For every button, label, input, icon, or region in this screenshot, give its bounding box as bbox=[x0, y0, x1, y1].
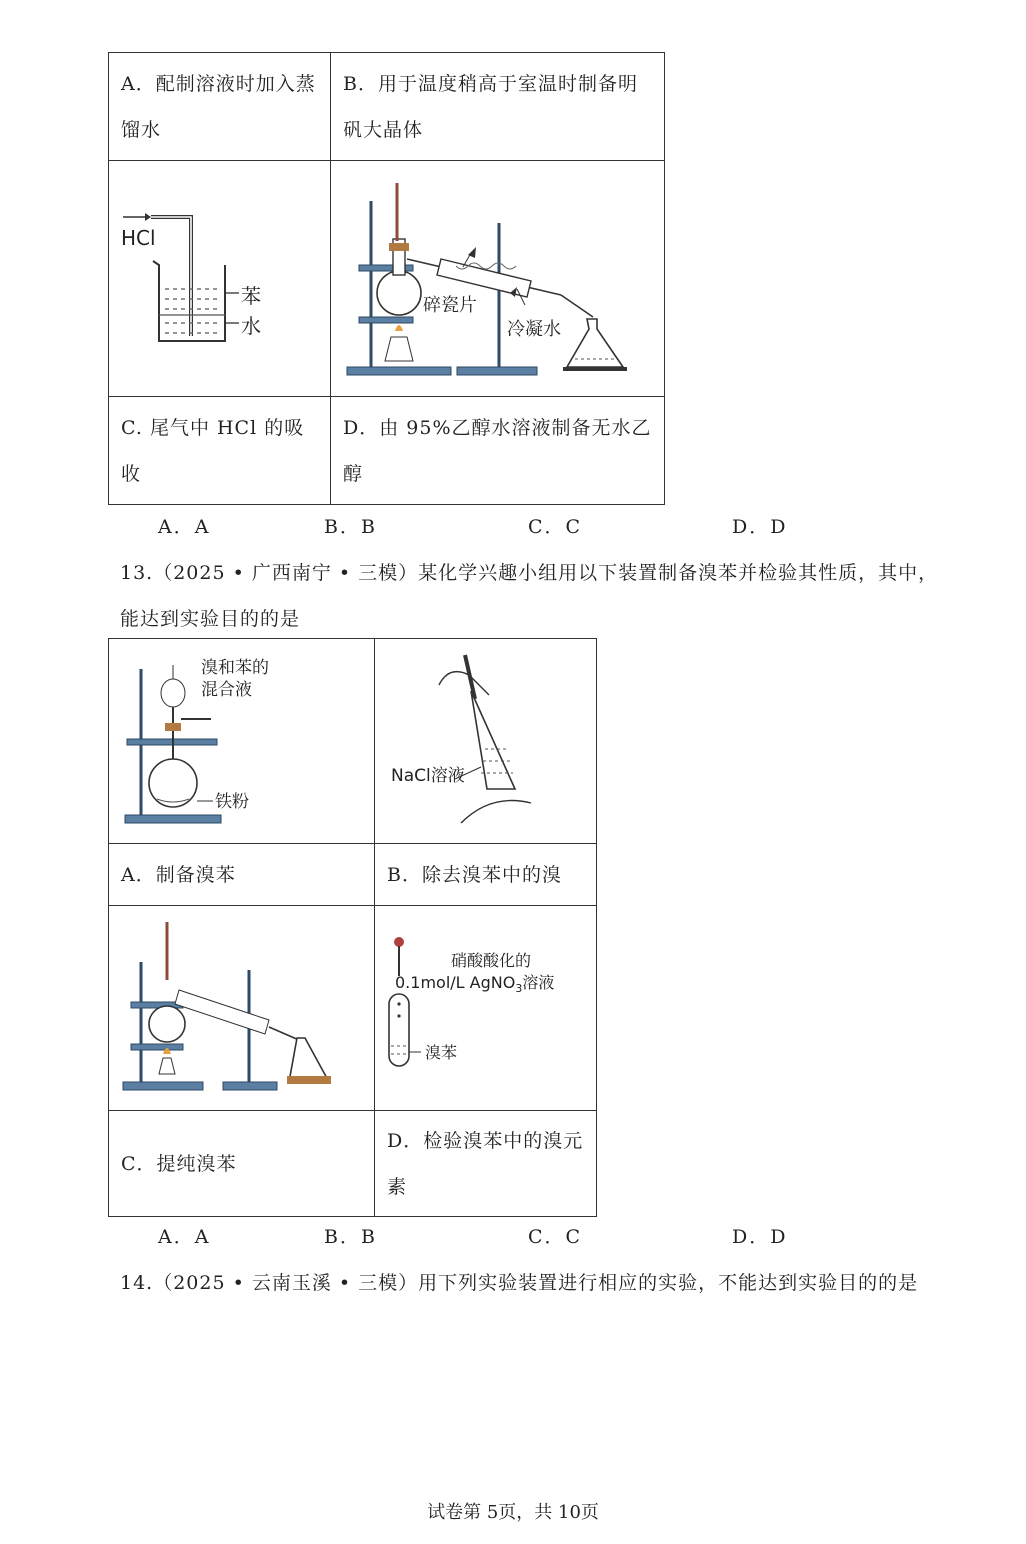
q13-figure-c bbox=[109, 906, 375, 1111]
q12-table bbox=[108, 52, 665, 505]
q13-option-a[interactable]: A．A bbox=[158, 1226, 211, 1248]
q13-figure-d bbox=[375, 906, 597, 1111]
q13-cell-a: A．制备溴苯 bbox=[109, 844, 375, 906]
q12-figure-c bbox=[109, 161, 331, 397]
q12-option-d[interactable]: D．D bbox=[732, 516, 788, 538]
water-label: 水 bbox=[241, 314, 261, 338]
q12-cell-d: D．由 95%乙醇水溶液制备无水乙醇 bbox=[331, 397, 665, 505]
beaker-hcl-figure bbox=[109, 161, 330, 392]
chips-label: 碎瓷片 bbox=[423, 295, 477, 316]
bromobenzene-prep-figure bbox=[109, 639, 374, 839]
bromobenzene-label: 溴苯 bbox=[425, 1043, 458, 1062]
benzene-label: 苯 bbox=[241, 284, 261, 308]
q13-cell-d: D．检验溴苯中的溴元素 bbox=[375, 1111, 597, 1217]
q12-option-c[interactable]: C．C bbox=[528, 516, 583, 538]
iron-powder-label: 铁粉 bbox=[215, 792, 249, 812]
q14-stem: 14.（2025 • 云南玉溪 • 三模）用下列实验装置进行相应的实验，不能达到实验目的的是 bbox=[120, 1272, 919, 1294]
purification-distillation-figure bbox=[109, 906, 374, 1106]
q12-cell-c: C. 尾气中 HCl 的吸收 bbox=[109, 397, 331, 505]
q13-figure-a bbox=[109, 639, 375, 844]
page-footer: 试卷第 5页，共 10页 bbox=[427, 1502, 599, 1523]
q13-option-c[interactable]: C．C bbox=[528, 1226, 583, 1248]
silver-nitrate-label: 0.1mol/L AgNO$_3$溶液 bbox=[395, 973, 555, 995]
q12-cell-b: B．用于温度稍高于室温时制备明矾大晶体 bbox=[331, 53, 665, 161]
mix-label-2: 混合液 bbox=[201, 680, 252, 700]
condensed-water-label: 冷凝水 bbox=[507, 319, 561, 340]
distillation-figure bbox=[331, 161, 664, 392]
q13-cell-b: B．除去溴苯中的溴 bbox=[375, 844, 597, 906]
q13-stem-line2: 能达到实验目的的是 bbox=[120, 608, 301, 630]
separatory-funnel-figure bbox=[375, 639, 596, 839]
nacl-label: NaCl溶液 bbox=[391, 766, 465, 786]
q12-option-b[interactable]: B．B bbox=[324, 516, 377, 538]
mix-label-1: 溴和苯的 bbox=[201, 658, 269, 678]
q12-figure-d bbox=[331, 161, 665, 397]
hcl-label: HCl bbox=[121, 226, 156, 250]
q12-cell-a: A．配制溶液时加入蒸馏水 bbox=[109, 53, 331, 161]
q13-cell-c: C．提纯溴苯 bbox=[109, 1111, 375, 1217]
q13-table bbox=[108, 638, 597, 1217]
acidified-label: 硝酸酸化的 bbox=[451, 951, 532, 970]
silver-nitrate-test-figure bbox=[375, 906, 596, 1106]
q13-stem-line1: 13.（2025 • 广西南宁 • 三模）某化学兴趣小组用以下装置制备溴苯并检验其性质，其中， bbox=[120, 562, 939, 584]
q12-option-a[interactable]: A．A bbox=[158, 516, 211, 538]
q13-option-b[interactable]: B．B bbox=[324, 1226, 377, 1248]
q13-figure-b bbox=[375, 639, 597, 844]
q13-option-d[interactable]: D．D bbox=[732, 1226, 788, 1248]
